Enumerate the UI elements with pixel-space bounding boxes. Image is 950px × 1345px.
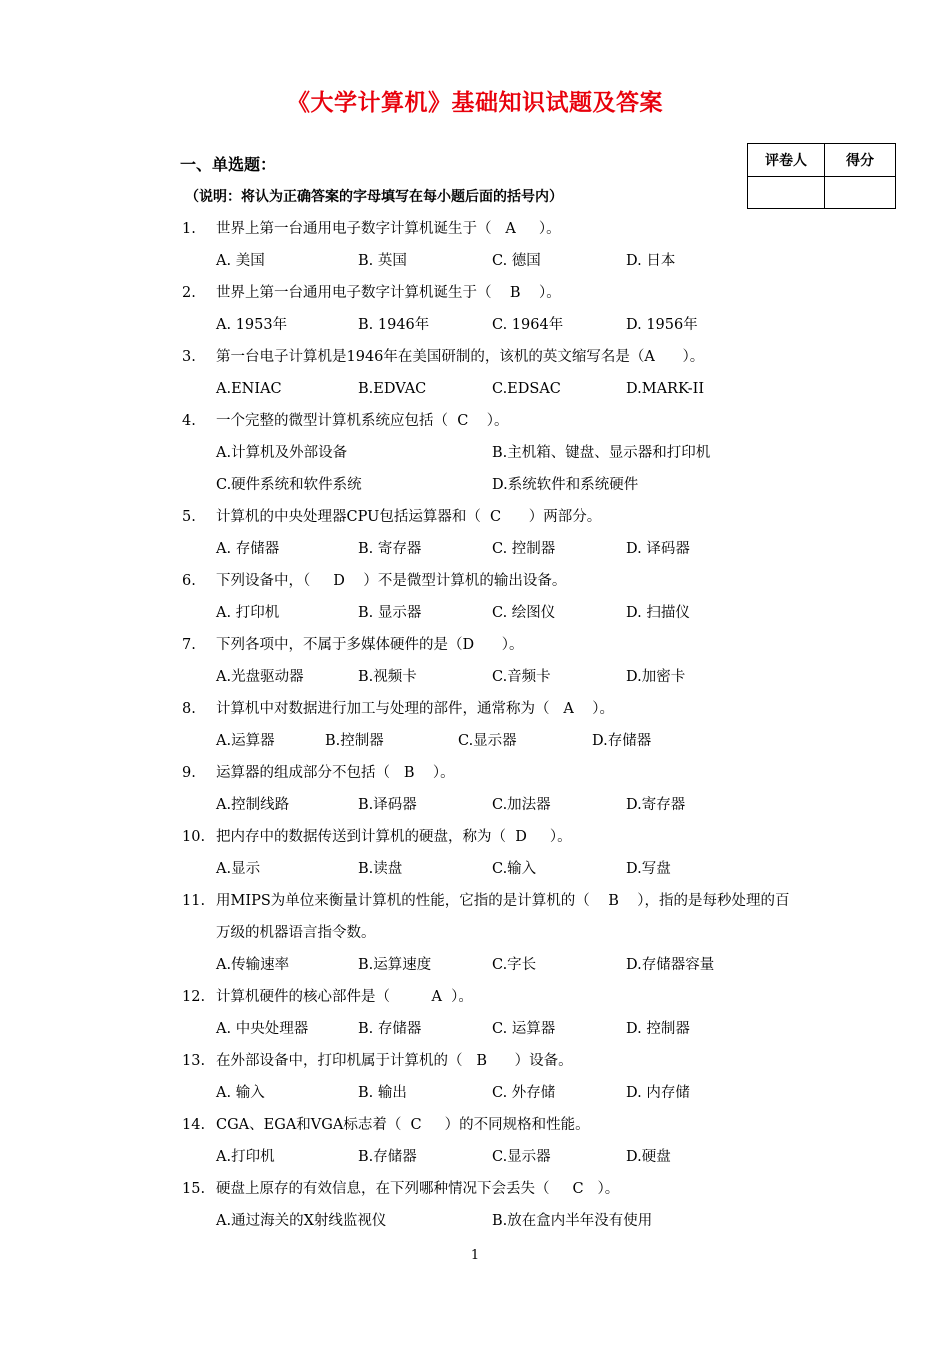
option-a: A.通过海关的X射线监视仪	[216, 1213, 387, 1229]
option-b: B.读盘	[358, 861, 403, 877]
option-c: C.显示器	[492, 1149, 551, 1165]
option-a: A.运算器	[216, 733, 275, 749]
option-a: A. 美国	[216, 253, 265, 269]
question-number: 4.	[182, 413, 196, 429]
option-b: B.EDVAC	[358, 381, 427, 397]
option-d: D.存储器容量	[626, 957, 715, 973]
option-c: C. 绘图仪	[492, 605, 556, 621]
question-text: 把内存中的数据传送到计算机的硬盘，称为（ D ）。	[216, 829, 572, 845]
option-a: A.光盘驱动器	[216, 669, 304, 685]
question-number: 7.	[182, 637, 196, 653]
question-text: 下列各项中，不属于多媒体硬件的是（D ）。	[216, 637, 524, 653]
section-heading: 一、单选题：	[180, 155, 277, 174]
option-c: C.硬件系统和软件系统	[216, 477, 362, 493]
question-text: 在外部设备中，打印机属于计算机的（ B ）设备。	[216, 1053, 573, 1069]
question-number: 15.	[182, 1181, 206, 1197]
option-a: A.ENIAC	[216, 381, 282, 397]
option-a: A. 1953年	[216, 317, 288, 333]
question-number: 2.	[182, 285, 196, 301]
score-header: 得分	[825, 144, 896, 177]
question-text: 世界上第一台通用电子数字计算机诞生于（ A ）。	[216, 221, 561, 237]
option-a: A. 存储器	[216, 541, 280, 557]
question-number: 13.	[182, 1053, 206, 1069]
option-b: B.译码器	[358, 797, 417, 813]
grader-cell[interactable]	[748, 177, 825, 209]
option-b: B. 存储器	[358, 1021, 422, 1037]
option-a: A. 中央处理器	[216, 1021, 309, 1037]
option-a: A.显示	[216, 861, 261, 877]
instructions-note: （说明：将认为正确答案的字母填写在每小题后面的括号内）	[185, 189, 563, 205]
option-b: B. 显示器	[358, 605, 422, 621]
option-a: A. 打印机	[216, 605, 280, 621]
document-title: 《大学计算机》基础知识试题及答案	[287, 90, 663, 116]
question-text: 第一台电子计算机是1946年在美国研制的，该机的英文缩写名是（A ）。	[216, 349, 705, 365]
question-text: 万级的机器语言指令数。	[216, 925, 376, 941]
question-number: 5.	[182, 509, 196, 525]
option-d: D. 1956年	[626, 317, 698, 333]
question-number: 10.	[182, 829, 206, 845]
option-a: A. 输入	[216, 1085, 265, 1101]
option-b: B.主机箱、键盘、显示器和打印机	[492, 445, 711, 461]
question-text: 世界上第一台通用电子数字计算机诞生于（ B ）。	[216, 285, 561, 301]
option-b: B.视频卡	[358, 669, 417, 685]
option-b: B.控制器	[325, 733, 384, 749]
option-a: A.打印机	[216, 1149, 275, 1165]
question-text: 用MIPS为单位来衡量计算机的性能，它指的是计算机的（ B ），指的是每秒处理的百	[216, 893, 790, 909]
option-c: C.加法器	[492, 797, 551, 813]
question-number: 6.	[182, 573, 196, 589]
option-d: D. 日本	[626, 253, 676, 269]
question-number: 12.	[182, 989, 206, 1005]
option-d: D.系统软件和系统硬件	[492, 477, 639, 493]
question-number: 9.	[182, 765, 196, 781]
option-d: D.硬盘	[626, 1149, 671, 1165]
question-text: 计算机中对数据进行加工与处理的部件，通常称为（ A ）。	[216, 701, 614, 717]
option-c: C.字长	[492, 957, 537, 973]
question-number: 8.	[182, 701, 196, 717]
option-c: C.EDSAC	[492, 381, 561, 397]
grader-header: 评卷人	[748, 144, 825, 177]
question-text: CGA、EGA和VGA标志着（ C ）的不同规格和性能。	[216, 1117, 590, 1133]
option-c: C. 运算器	[492, 1021, 556, 1037]
score-cell[interactable]	[825, 177, 896, 209]
page-number: 1	[470, 1248, 480, 1263]
question-number: 3.	[182, 349, 196, 365]
option-b: B.运算速度	[358, 957, 432, 973]
option-c: C.音频卡	[492, 669, 551, 685]
question-text: 计算机的中央处理器CPU包括运算器和（ C ）两部分。	[216, 509, 602, 525]
question-text: 一个完整的微型计算机系统应包括（ C ）。	[216, 413, 509, 429]
option-d: D. 译码器	[626, 541, 690, 557]
question-text: 运算器的组成部分不包括（ B ）。	[216, 765, 455, 781]
option-d: D.加密卡	[626, 669, 686, 685]
option-b: B. 寄存器	[358, 541, 422, 557]
option-a: A.计算机及外部设备	[216, 445, 348, 461]
question-number: 11.	[182, 893, 206, 909]
option-b: B. 英国	[358, 253, 407, 269]
option-b: B.放在盒内半年没有使用	[492, 1213, 653, 1229]
option-c: C.输入	[492, 861, 537, 877]
option-c: C. 外存储	[492, 1085, 556, 1101]
option-d: D. 控制器	[626, 1021, 690, 1037]
option-b: B. 1946年	[358, 317, 430, 333]
score-table	[747, 143, 896, 209]
option-b: B. 输出	[358, 1085, 407, 1101]
question-text: 硬盘上原存的有效信息，在下列哪种情况下会丢失（ C ）。	[216, 1181, 620, 1197]
option-c: C. 控制器	[492, 541, 556, 557]
option-c: C.显示器	[458, 733, 517, 749]
question-number: 1.	[182, 221, 196, 237]
option-b: B.存储器	[358, 1149, 417, 1165]
option-d: D.MARK-II	[626, 381, 705, 397]
option-d: D. 扫描仪	[626, 605, 690, 621]
question-text: 计算机硬件的核心部件是（ A ）。	[216, 989, 473, 1005]
option-d: D.存储器	[592, 733, 652, 749]
question-number: 14.	[182, 1117, 206, 1133]
option-a: A.控制线路	[216, 797, 290, 813]
option-d: D.寄存器	[626, 797, 686, 813]
option-d: D.写盘	[626, 861, 671, 877]
option-c: C. 德国	[492, 253, 541, 269]
option-d: D. 内存储	[626, 1085, 690, 1101]
option-c: C. 1964年	[492, 317, 564, 333]
question-text: 下列设备中，（ D ）不是微型计算机的输出设备。	[216, 573, 567, 589]
option-a: A.传输速率	[216, 957, 290, 973]
